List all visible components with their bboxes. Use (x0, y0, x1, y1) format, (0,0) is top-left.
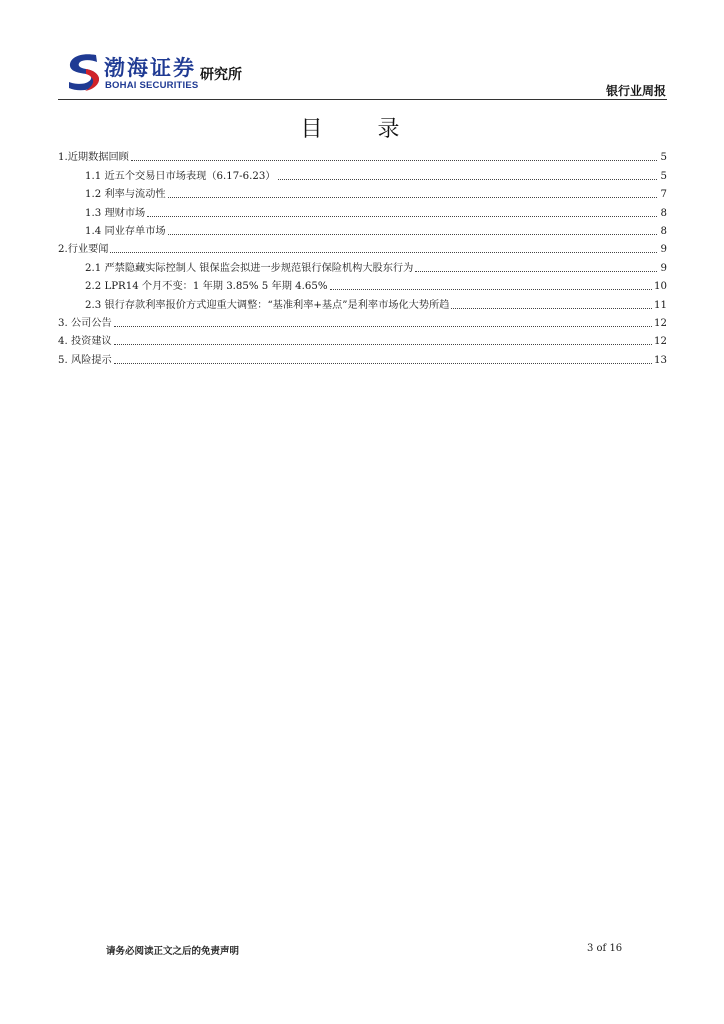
toc-leader-dots (168, 233, 657, 235)
toc-entry-page: 5 (660, 170, 667, 182)
toc-entry-label: 2.3 银行存款利率报价方式迎重大调整：“基准利率+基点”是利率市场化大势所趋 (85, 299, 450, 311)
toc-leader-dots (131, 159, 657, 161)
header-divider (58, 99, 667, 100)
toc-entry-label: 2.行业要闻 (58, 244, 109, 256)
table-of-contents (58, 146, 667, 367)
toc-leader-dots (278, 178, 658, 180)
toc-entry-page: 13 (654, 354, 667, 366)
toc-entry-label: 1.1 近五个交易日市场表现（6.17-6.23） (85, 170, 276, 182)
toc-leader-dots (147, 215, 657, 217)
toc-leader-dots (114, 362, 652, 364)
toc-entry[interactable] (58, 256, 667, 274)
toc-entry-label: 1.3 理财市场 (85, 207, 146, 219)
toc-entry[interactable] (58, 183, 667, 201)
bohai-securities-logo-icon (66, 52, 102, 92)
toc-leader-dots (330, 288, 653, 290)
toc-entry[interactable] (58, 312, 667, 330)
toc-leader-dots (168, 196, 657, 198)
toc-leader-dots (451, 307, 652, 309)
report-type-label: 银行业周报 (605, 84, 666, 98)
toc-entry[interactable] (58, 348, 667, 366)
toc-leader-dots (415, 270, 657, 272)
toc-entry-page: 10 (654, 281, 667, 293)
footer-page-number: 3 of 16 (587, 943, 623, 954)
toc-entry[interactable] (58, 164, 667, 182)
page-header (0, 0, 724, 100)
toc-entry-page: 11 (654, 299, 667, 311)
brand-name-en: BOHAI SECURITIES (105, 80, 199, 91)
toc-leader-dots (114, 343, 652, 345)
toc-entry-page: 8 (660, 225, 667, 237)
toc-entry-label: 1.近期数据回顾 (58, 152, 129, 164)
toc-entry-label: 4. 投资建议 (58, 336, 112, 348)
toc-entry-label: 1.4 同业存单市场 (85, 225, 166, 237)
toc-entry[interactable] (58, 330, 667, 348)
toc-entry[interactable] (58, 238, 667, 256)
footer-disclaimer: 请务必阅读正文之后的免责声明 (106, 946, 240, 957)
toc-entry[interactable] (58, 293, 667, 311)
brand-name-cn: 渤海证券 (104, 55, 196, 80)
toc-entry-label: 2.1 严禁隐藏实际控制人 银保监会拟进一步规范银行保险机构大股东行为 (85, 262, 414, 274)
toc-title: 目 录 (300, 117, 424, 142)
toc-entry-page: 12 (654, 336, 667, 348)
toc-entry-page: 7 (660, 189, 667, 201)
institute-label: 研究所 (200, 67, 242, 83)
toc-entry[interactable] (58, 275, 667, 293)
toc-entry-label: 3. 公司公告 (58, 317, 112, 329)
toc-entry[interactable] (58, 146, 667, 164)
toc-entry-label: 1.2 利率与流动性 (85, 189, 166, 201)
toc-entry-page: 8 (660, 207, 667, 219)
toc-entry-label: 2.2 LPR14 个月不变：1 年期 3.85% 5 年期 4.65% (85, 281, 328, 293)
toc-entry-page: 9 (660, 262, 667, 274)
toc-entry-page: 12 (654, 317, 667, 329)
toc-leader-dots (114, 325, 652, 327)
toc-entry[interactable] (58, 220, 667, 238)
toc-entry-label: 5. 风险提示 (58, 354, 112, 366)
toc-entry[interactable] (58, 201, 667, 219)
toc-leader-dots (110, 251, 657, 253)
toc-entry-page: 5 (660, 152, 667, 164)
toc-entry-page: 9 (660, 244, 667, 256)
